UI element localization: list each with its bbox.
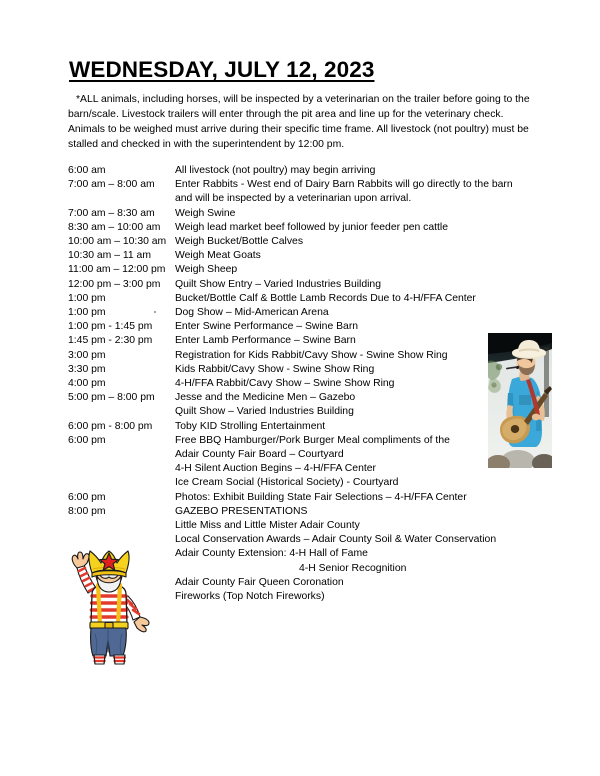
schedule-description: 4-H/FFA Rabbit/Cavy Show – Swine Show Ring xyxy=(175,378,395,390)
schedule-time: 5:00 pm – 8:00 pm xyxy=(68,392,155,404)
musician-with-guitar-photo xyxy=(488,333,552,468)
schedule-row xyxy=(68,292,548,306)
schedule-row xyxy=(68,178,548,192)
schedule-row xyxy=(68,207,548,221)
schedule-description: Adair County Extension: 4-H Hall of Fame xyxy=(175,548,368,560)
schedule-row xyxy=(68,462,548,476)
schedule-time: 3:30 pm xyxy=(68,363,106,375)
schedule-description: Free BBQ Hamburger/Pork Burger Meal compliments of the xyxy=(175,434,450,446)
schedule-row xyxy=(68,192,548,206)
schedule-time: 10:00 am – 10:30 am xyxy=(68,236,167,248)
schedule-time: 4:00 pm xyxy=(68,378,106,390)
schedule-row xyxy=(68,263,548,277)
schedule-description: Weigh Bucket/Bottle Calves xyxy=(175,236,304,248)
schedule-time: 6:00 pm - 8:00 pm xyxy=(68,420,153,432)
schedule-description: Enter Rabbits - West end of Dairy Barn Rabbits will go directly to the barn xyxy=(175,179,513,191)
schedule-row xyxy=(68,363,548,377)
schedule-time: 1:00 pm - 1:45 pm xyxy=(68,321,153,333)
schedule-time: 6:00 pm xyxy=(68,491,106,503)
schedule-description: Photos: Exhibit Building State Fair Selections – 4-H/FFA Center xyxy=(175,491,467,503)
schedule-row xyxy=(68,221,548,235)
schedule-row xyxy=(68,434,548,448)
schedule-description: 4-H Senior Recognition xyxy=(299,562,407,574)
schedule-description: Weigh Meat Goats xyxy=(175,250,261,262)
schedule-description: Fireworks (Top Notch Fireworks) xyxy=(175,591,325,603)
schedule-time: 8:00 pm xyxy=(68,505,106,517)
schedule-description: Toby KID Strolling Entertainment xyxy=(175,420,326,432)
schedule-time: 1:45 pm - 2:30 pm xyxy=(68,335,153,347)
schedule-time: 7:00 am – 8:30 am xyxy=(68,207,155,219)
fair-mascot-clipart xyxy=(62,548,157,666)
schedule-row xyxy=(68,320,548,334)
schedule-row xyxy=(68,164,548,178)
page-title: WEDNESDAY, JULY 12, 2023 xyxy=(69,57,375,82)
schedule-description: and will be inspected by a veterinarian upon arrival. xyxy=(175,193,412,205)
schedule-description: Adair County Fair Board – Courtyard xyxy=(175,449,344,461)
schedule-description: Little Miss and Little Mister Adair County xyxy=(175,520,360,532)
schedule-row xyxy=(68,377,548,391)
schedule-description: Weigh Swine xyxy=(175,207,236,219)
schedule-time: 3:00 pm xyxy=(68,349,106,361)
schedule-description: Quilt Show Entry – Varied Industries Building xyxy=(175,278,381,290)
schedule-row xyxy=(68,491,548,505)
schedule-row xyxy=(68,235,548,249)
schedule-description: GAZEBO PRESENTATIONS xyxy=(175,505,308,517)
schedule-row xyxy=(68,533,548,547)
schedule-time: 11:00 am – 12:00 pm xyxy=(68,264,166,276)
schedule-list xyxy=(68,164,548,604)
schedule-time: 7:00 am – 8:00 am xyxy=(68,179,155,191)
schedule-row xyxy=(68,249,548,263)
schedule-description: Enter Lamb Performance – Swine Barn xyxy=(175,335,356,347)
schedule-time: 12:00 pm – 3:00 pm xyxy=(68,278,161,290)
schedule-time: 8:30 am – 10:00 am xyxy=(68,221,161,233)
schedule-row xyxy=(68,278,548,292)
schedule-time: 6:00 pm xyxy=(68,434,106,446)
schedule-description: Registration for Kids Rabbit/Cavy Show - Swine Show Ring xyxy=(175,349,448,361)
schedule-description: 4-H Silent Auction Begins – 4-H/FFA Center xyxy=(175,463,376,475)
schedule-time: 1:00 pm xyxy=(68,307,106,319)
intro-paragraph: *ALL animals, including horses, will be inspected by a veterinarian on the trailer before going to the barn/scale. Livestock trailers will enter through the pit area and line up for the veterinary check. Animals to be weighed must arrive during their specific time frame. All livestock (not poultry) must be stalled and checked in with the superintendent by 12:00 pm. xyxy=(68,94,530,150)
schedule-description: All livestock (not poultry) may begin arriving xyxy=(175,165,376,176)
schedule-row xyxy=(68,306,548,320)
schedule-time: 1:00 pm xyxy=(68,292,106,304)
schedule-row xyxy=(68,334,548,348)
schedule-description: Weigh lead market beef followed by junior feeder pen cattle xyxy=(175,221,449,233)
schedule-description: Quilt Show – Varied Industries Building xyxy=(175,406,354,418)
schedule-time: 10:30 am – 11 am xyxy=(68,250,151,262)
schedule-row xyxy=(68,405,548,419)
schedule-description: Kids Rabbit/Cavy Show - Swine Show Ring xyxy=(175,363,375,375)
schedule-description: Bucket/Bottle Calf & Bottle Lamb Records Due to 4-H/FFA Center xyxy=(175,292,476,304)
scan-speck-artifact xyxy=(154,311,156,313)
schedule-description: Ice Cream Social (Historical Society) - Courtyard xyxy=(175,477,399,489)
schedule-time: 6:00 am xyxy=(68,165,106,176)
schedule-row xyxy=(68,505,548,519)
schedule-description: Adair County Fair Queen Coronation xyxy=(175,576,344,588)
schedule-description: Weigh Sheep xyxy=(175,264,238,276)
schedule-row xyxy=(68,420,548,434)
schedule-row xyxy=(68,476,548,490)
schedule-description: Dog Show – Mid-American Arena xyxy=(175,307,329,319)
schedule-row xyxy=(68,349,548,363)
schedule-description: Jesse and the Medicine Men – Gazebo xyxy=(175,392,356,404)
schedule-row xyxy=(68,448,548,462)
schedule-row xyxy=(68,519,548,533)
schedule-description: Enter Swine Performance – Swine Barn xyxy=(175,321,359,333)
schedule-row xyxy=(68,391,548,405)
schedule-description: Local Conservation Awards – Adair County Soil & Water Conservation xyxy=(175,534,497,546)
